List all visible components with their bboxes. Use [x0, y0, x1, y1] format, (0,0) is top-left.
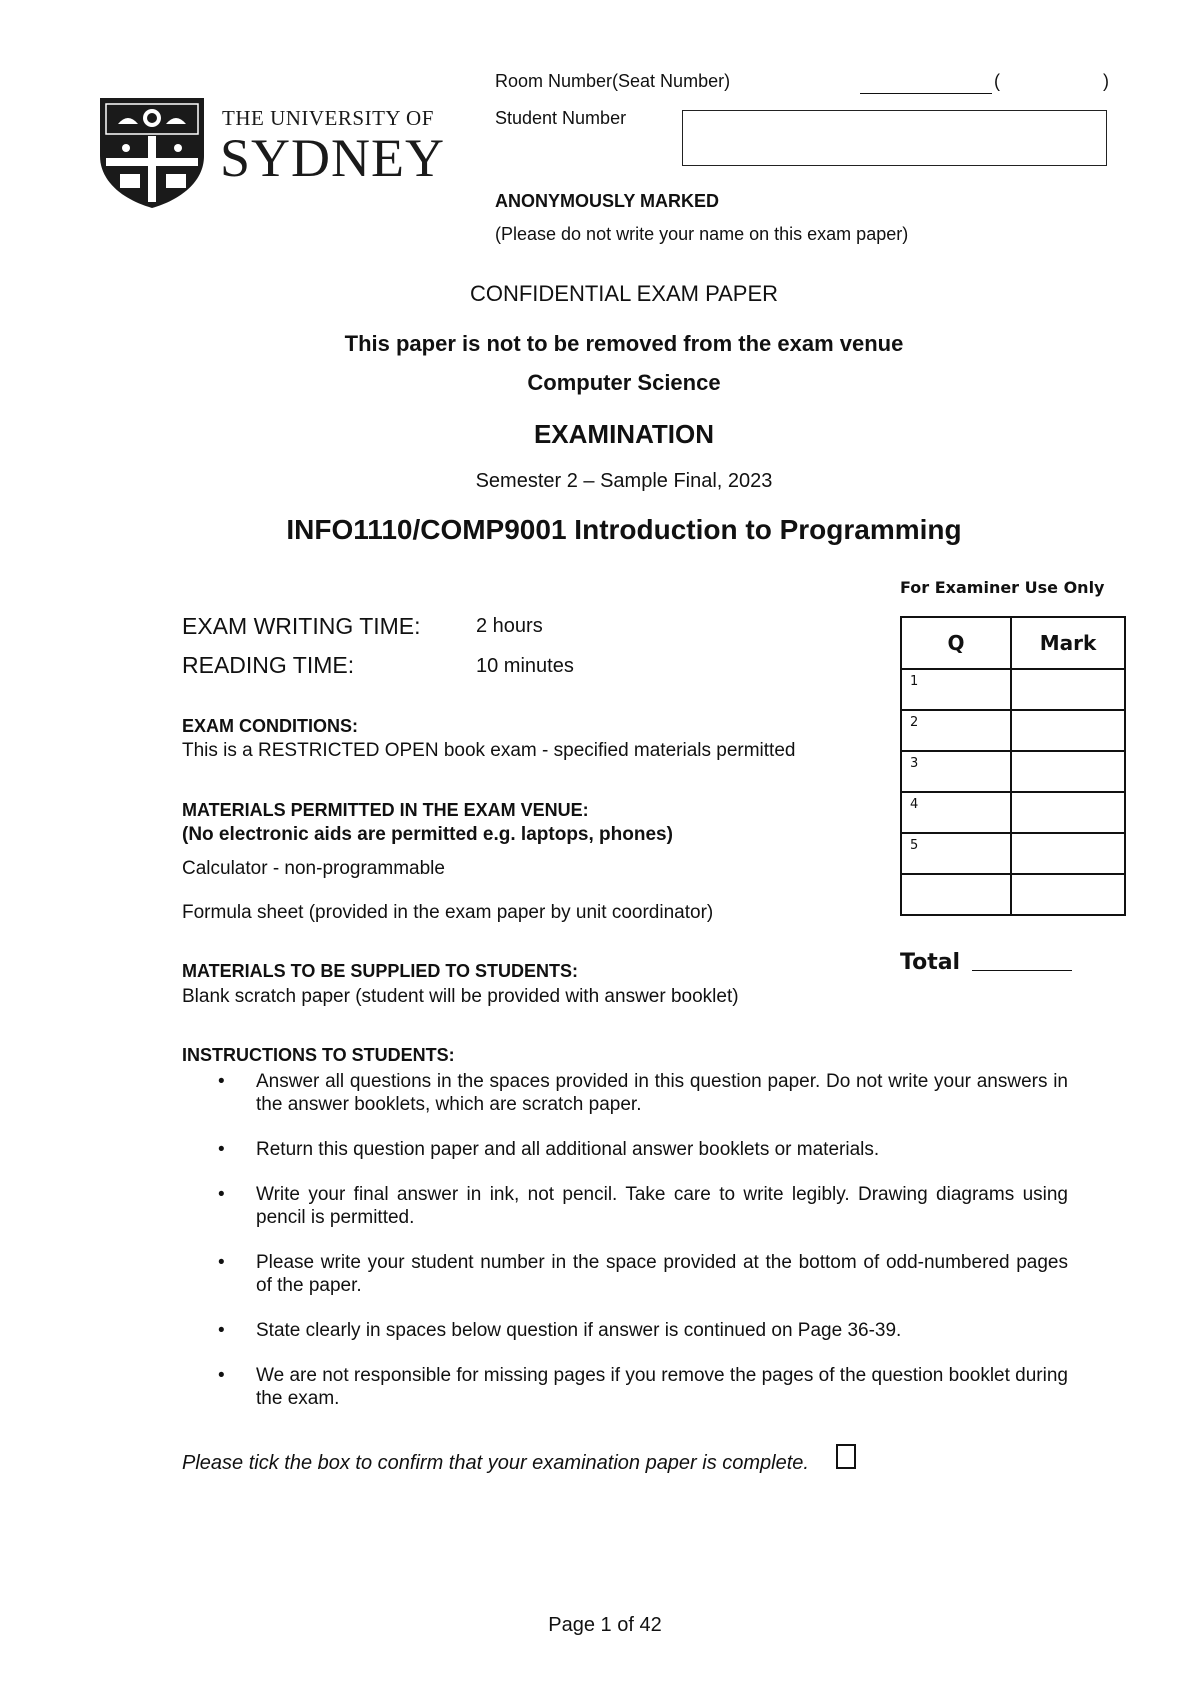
question-number: 5 [910, 838, 919, 853]
question-number: 3 [910, 756, 919, 771]
student-number-label: Student Number [495, 108, 627, 128]
course-title: INFO1110/COMP9001 Introduction to Programming [286, 514, 962, 545]
seat-number-open: ( [994, 71, 1000, 91]
total-label: Total [900, 950, 961, 975]
bullet-icon: • [218, 1320, 225, 1341]
instruction-item: • State clearly in spaces below question if answer is continued on Page 36-39. [218, 1320, 902, 1341]
mark-cell[interactable] [1011, 874, 1125, 915]
mark-table-row [901, 792, 1125, 833]
bullet-icon: • [218, 1139, 225, 1160]
bullet-icon: • [218, 1252, 225, 1273]
mark-table-header [901, 617, 1125, 669]
department-name: Computer Science [527, 370, 721, 395]
examiner-use-title: For Examiner Use Only [900, 578, 1105, 597]
room-number-label: Room Number(Seat Number) [495, 71, 731, 91]
examiner-mark-table [900, 616, 1126, 916]
writing-time-value: 2 hours [476, 615, 543, 637]
column-header-mark: Mark [1011, 617, 1125, 669]
materials-calculator: Calculator - non-programmable [182, 858, 445, 879]
writing-time-label: EXAM WRITING TIME: [182, 613, 421, 639]
question-number [902, 882, 910, 886]
semester-line: Semester 2 – Sample Final, 2023 [475, 470, 773, 492]
seat-number-close: ) [1103, 71, 1109, 91]
mark-cell[interactable] [1011, 669, 1125, 710]
mark-cell[interactable] [1011, 792, 1125, 833]
page-number: Page 1 of 42 [548, 1614, 662, 1636]
conditions-heading: EXAM CONDITIONS: [182, 716, 359, 736]
university-logo [96, 94, 446, 210]
question-number: 1 [910, 674, 919, 689]
supplied-text: Blank scratch paper (student will be provided with answer booklet) [182, 986, 739, 1007]
mark-table-row [901, 669, 1125, 710]
bullet-icon: • [218, 1365, 225, 1386]
mark-cell[interactable] [1011, 751, 1125, 792]
student-number-field[interactable] [682, 110, 1107, 166]
instruction-item: • We are not responsible for missing pages if you remove the pages of the question booklet during the exam. [218, 1365, 1068, 1409]
column-header-q: Q [901, 617, 1011, 669]
materials-note: (No electronic aids are permitted e.g. laptops, phones) [182, 824, 673, 845]
logo-line1: THE UNIVERSITY OF [222, 106, 434, 130]
mark-cell[interactable] [1011, 710, 1125, 751]
total-field[interactable] [972, 948, 1072, 971]
materials-formula-sheet: Formula sheet (provided in the exam paper by unit coordinator) [182, 902, 714, 923]
instructions-list [218, 1070, 1068, 1410]
mark-table-row [901, 874, 1125, 915]
room-number-field[interactable] [860, 71, 992, 94]
confidential-title: CONFIDENTIAL EXAM PAPER [469, 281, 779, 306]
instruction-item: • Answer all questions in the spaces provided in this question paper. Do not write your answers in the answer booklets, which are scratch paper. [218, 1071, 1068, 1115]
anonymously-marked-heading: ANONYMOUSLY MARKED [495, 191, 720, 211]
exam-title: EXAMINATION [533, 419, 715, 449]
logo-line2: SYDNEY [220, 128, 446, 188]
materials-heading: MATERIALS PERMITTED IN THE EXAM VENUE: [182, 800, 589, 820]
instruction-item: • Please write your student number in the space provided at the bottom of odd-numbered pages of the paper. [218, 1252, 1068, 1296]
bullet-icon: • [218, 1071, 225, 1092]
question-number: 4 [910, 797, 919, 812]
mark-table-row [901, 833, 1125, 874]
reading-time-value: 10 minutes [476, 655, 574, 677]
anonymous-note: (Please do not write your name on this exam paper) [495, 224, 909, 244]
mark-table-row [901, 751, 1125, 792]
supplied-heading: MATERIALS TO BE SUPPLIED TO STUDENTS: [182, 961, 579, 981]
instruction-item: • Write your final answer in ink, not pencil. Take care to write legibly. Drawing diagrams using pencil is permitted. [218, 1184, 1068, 1228]
instructions-heading: INSTRUCTIONS TO STUDENTS: [182, 1045, 455, 1065]
conditions-text: This is a RESTRICTED OPEN book exam - specified materials permitted [182, 740, 796, 761]
completion-checkbox[interactable] [836, 1444, 856, 1469]
completion-confirmation-text: Please tick the box to confirm that your examination paper is complete. [182, 1452, 809, 1474]
question-number: 2 [910, 715, 919, 730]
reading-time-label: READING TIME: [182, 652, 355, 678]
removal-notice: This paper is not to be removed from the exam venue [344, 331, 904, 356]
mark-table-row [901, 710, 1125, 751]
bullet-icon: • [218, 1184, 225, 1205]
instruction-item: • Return this question paper and all additional answer booklets or materials. [218, 1139, 880, 1160]
mark-cell[interactable] [1011, 833, 1125, 874]
